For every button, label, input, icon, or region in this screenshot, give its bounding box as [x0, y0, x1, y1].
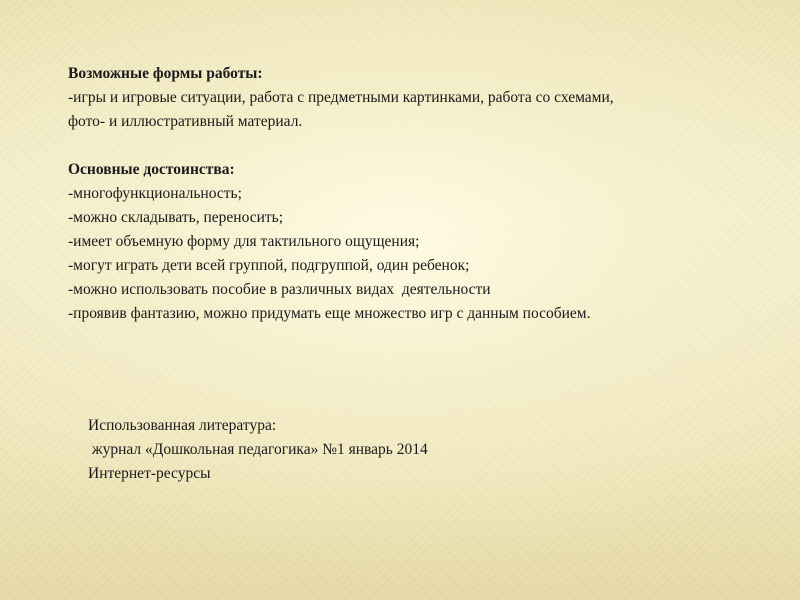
- paragraph-spacer: [68, 134, 778, 158]
- reference-item: журнал «Дошкольная педагогика» №1 январь 2014: [88, 441, 428, 458]
- reference-item: Интернет-ресурсы: [88, 465, 211, 482]
- advantage-item: -можно использовать пособие в различных видах деятельности: [68, 281, 491, 298]
- advantage-item: -проявив фантазию, можно придумать еще множество игр с данным пособием.: [68, 305, 591, 322]
- work-forms-heading: Возможные формы работы:: [68, 65, 263, 82]
- advantage-item: -могут играть дети всей группой, подгруппой, один ребенок;: [68, 257, 470, 274]
- advantages-heading: Основные достоинства:: [68, 161, 235, 178]
- advantage-item: -имеет объемную форму для тактильного ощущения;: [68, 233, 420, 250]
- work-forms-line: фото- и иллюстративный материал.: [68, 113, 303, 130]
- advantage-item: -можно складывать, переносить;: [68, 209, 284, 226]
- main-text-block: [68, 62, 778, 326]
- work-forms-line: -игры и игровые ситуации, работа с предметными картинками, работа со схемами,: [68, 89, 614, 106]
- references-title: Использованная литература:: [88, 417, 277, 434]
- references-block: [88, 414, 688, 486]
- advantage-item: -многофункциональность;: [68, 185, 242, 202]
